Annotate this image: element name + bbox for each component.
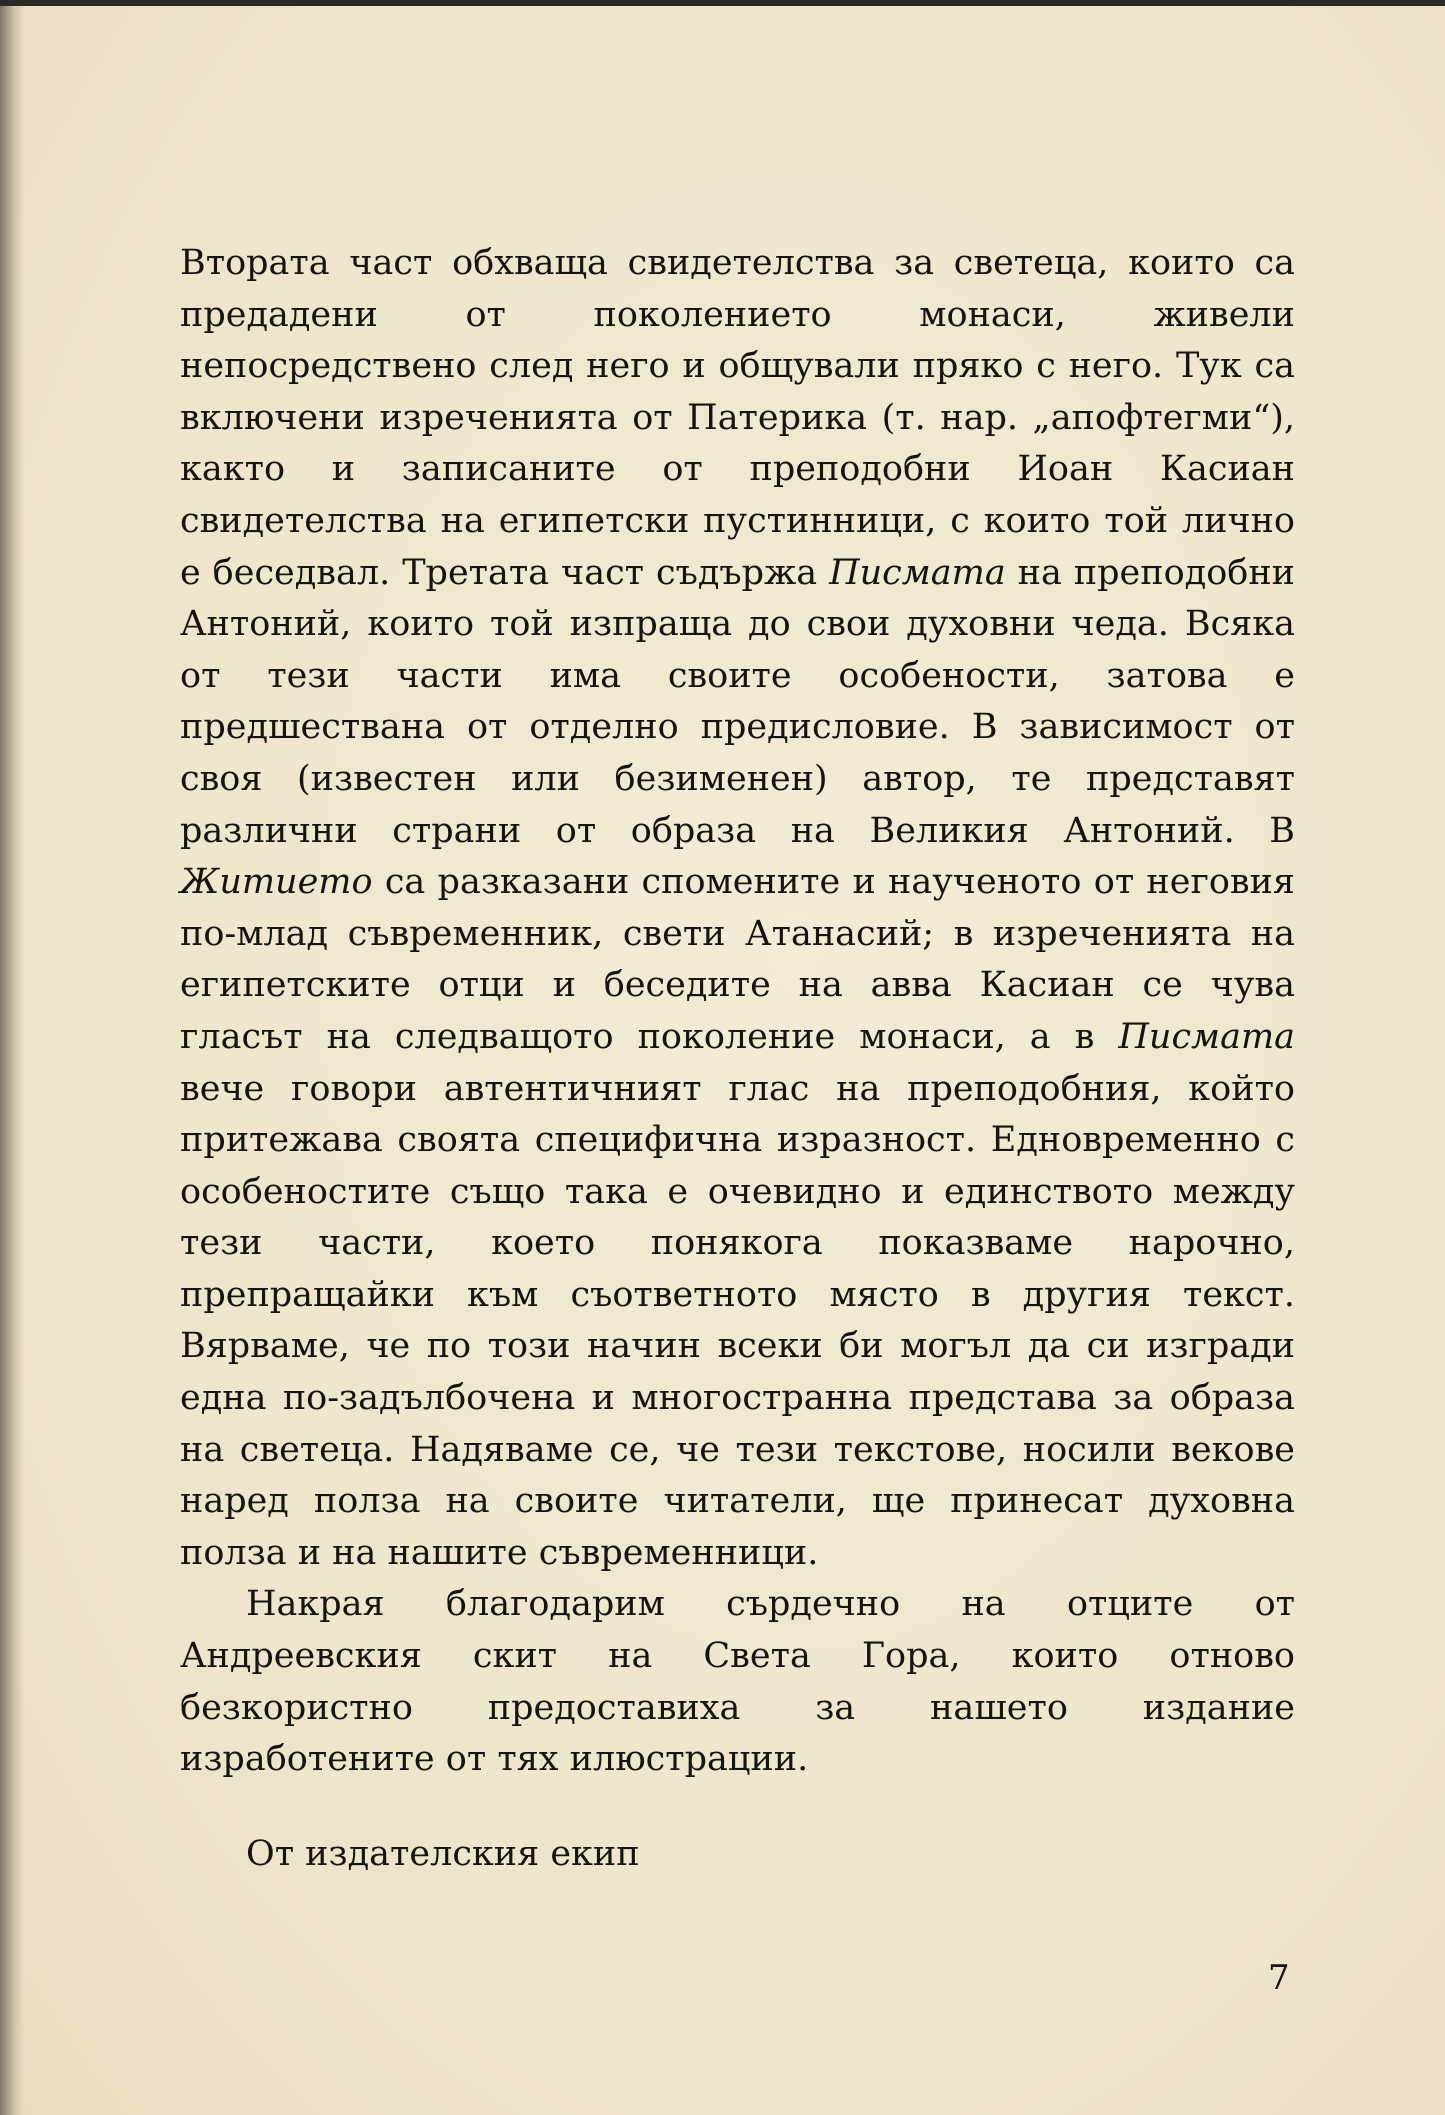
life-title: Житието bbox=[180, 862, 373, 903]
page-gutter-shadow bbox=[0, 0, 24, 2115]
paragraph-1-part-3: са разказани спомените и наученото от неговия по-млад съвременник, свети Атанасий; в изреченията на египетските отци и беседите на авва Касиан се чува гласът на следващото поколение монаси, а в bbox=[180, 862, 1295, 1057]
paragraph-1-part-4: вече говори автентичният глас на преподобния, който притежава своята специфична изразност. Едновременно с особеностите също така е очевидно и единството между тези части, което понякога показваме нарочно, препращайки към съответното място в другия текст. Вярваме, че по този начин всеки би могъл да си изгради една по-задълбочена и многостранна представа за образа на светеца. Надяваме се, че тези текстове, носили векове наред полза на своите читатели, ще принесат духовна полза и на нашите съвременници. bbox=[180, 1068, 1295, 1573]
paragraph-1 bbox=[180, 238, 1295, 1579]
signature: От издателския екип bbox=[246, 1834, 640, 1874]
letters-title-1: Писмата bbox=[829, 552, 1006, 593]
paragraph-1-part-1: Втората част обхваща свидетелства за светеца, които са предадени от поколението монаси, живели непосредствено след него и общували пряко с него. Тук са включени изреченията от Патерика (т. нар. „апофтегми“), както и записаните от преподобни Иоан Касиан свидетелства на египетски пустинници, с които той лично е беседвал. Третата част съдържа bbox=[180, 243, 1295, 593]
paragraph-1-part-2: на преподобни Антоний, които той изпраща до свои духовни чеда. Всяка от тези части има своите особености, затова е предшествана от отделно предисловие. В зависимост от своя (известен или безименен) автор, те представят различни страни от образа на Великия Антоний. В bbox=[180, 552, 1295, 851]
scan-top-edge bbox=[0, 0, 1445, 6]
page-number: 7 bbox=[1268, 1958, 1290, 1998]
body-text bbox=[180, 238, 1295, 1786]
paragraph-2: Накрая благодарим сърдечно на отците от Андреевския скит на Света Гора, които отново безкористно предоставиха за нашето издание изработените от тях илюстрации. bbox=[180, 1584, 1295, 1780]
letters-title-2: Писмата bbox=[1118, 1016, 1295, 1057]
